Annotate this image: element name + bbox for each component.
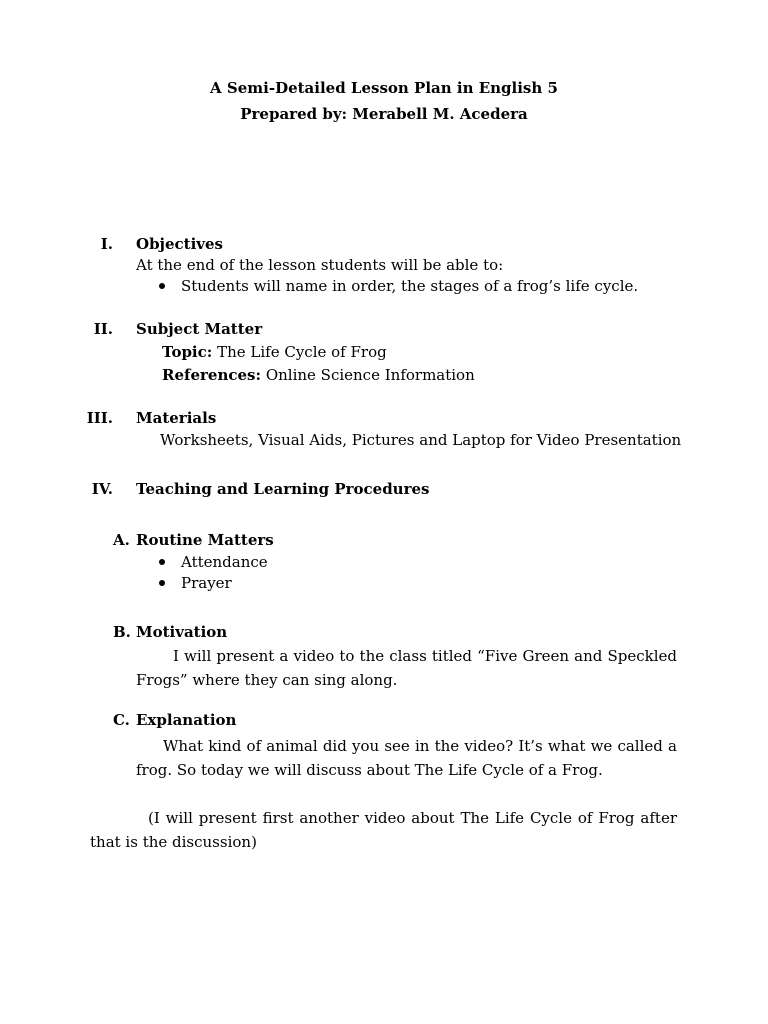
references-line — [162, 365, 475, 385]
subsection-heading-routine: Routine Matters — [136, 531, 274, 549]
subsection-heading-motivation: Motivation — [136, 623, 228, 641]
topic-line — [162, 342, 387, 362]
explanation-note: (I will present first another video about The Life Cycle of Frog after that is the discussion) — [90, 809, 677, 851]
motivation-text: I will present a video to the class titled “Five Green and Speckled Frogs” where they can sing along. — [136, 647, 677, 689]
references-label: References: — [162, 366, 262, 384]
topic-value: The Life Cycle of Frog — [217, 343, 387, 361]
section-numeral-objectives: I. — [100, 235, 113, 253]
materials-text: Worksheets, Visual Aids, Pictures and Laptop for Video Presentation — [160, 431, 682, 449]
section-heading-objectives: Objectives — [136, 235, 223, 253]
bullet-icon — [159, 559, 165, 565]
section-numeral-materials: III. — [86, 409, 113, 427]
topic-label: Topic: — [162, 343, 213, 361]
bullet-icon — [159, 580, 165, 586]
section-heading-materials: Materials — [136, 409, 217, 427]
explanation-text: What kind of animal did you see in the video? It’s what we called a frog. So today we will discuss about The Life Cycle of a Frog. — [136, 737, 677, 779]
objectives-intro: At the end of the lesson students will be able to: — [136, 256, 504, 274]
subsection-heading-explanation: Explanation — [136, 711, 237, 729]
prepared-by: Prepared by: Merabell M. Acedera — [240, 105, 528, 123]
section-heading-procedures: Teaching and Learning Procedures — [136, 480, 430, 498]
document-title: A Semi-Detailed Lesson Plan in English 5 — [210, 79, 558, 97]
references-value: Online Science Information — [265, 366, 475, 384]
section-heading-subject-matter: Subject Matter — [136, 320, 263, 338]
routine-item-attendance: Attendance — [181, 553, 268, 571]
subsection-letter-routine: A. — [113, 531, 130, 549]
subsection-letter-motivation: B. — [113, 623, 131, 641]
subsection-letter-explanation: C. — [113, 711, 130, 729]
section-numeral-procedures: IV. — [91, 480, 113, 498]
bullet-icon — [159, 283, 165, 289]
routine-item-prayer: Prayer — [181, 574, 232, 592]
section-numeral-subject-matter: II. — [93, 320, 113, 338]
objective-item: Students will name in order, the stages of a frog’s life cycle. — [181, 277, 639, 295]
